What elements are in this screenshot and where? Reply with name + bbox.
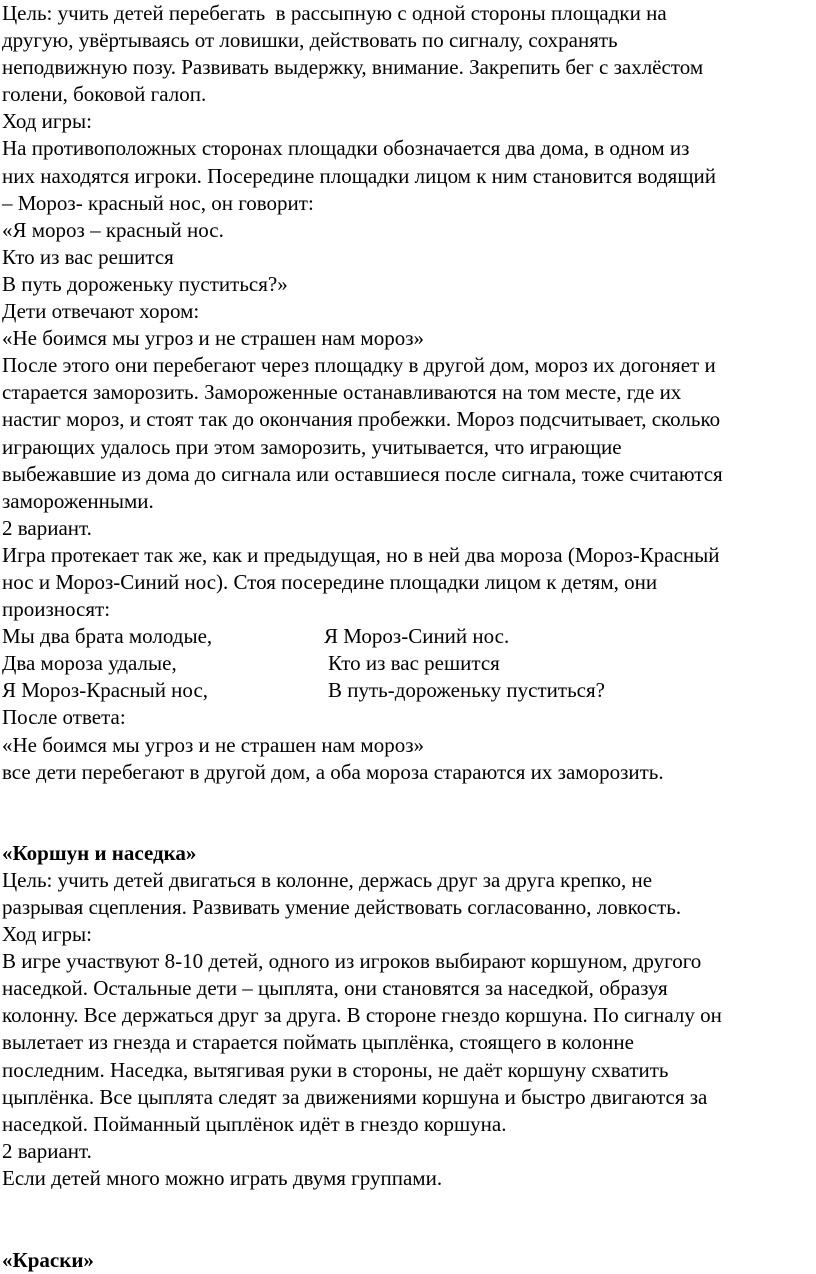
- text-line: Цель: учить детей двигаться в колонне, держась друг за друга крепко, не: [2, 867, 653, 892]
- moroz-variant-label: 2 вариант.: [2, 515, 92, 540]
- text-line: После этого они перебегают через площадку в другой дом, мороз их догоняет и: [2, 353, 716, 378]
- text-line: выбежавшие из дома до сигнала или оставшиеся после сигнала, тоже считаются: [2, 461, 723, 486]
- korshun-variant-label: 2 вариант.: [2, 1138, 92, 1163]
- text-line: – Мороз- красный нос, он говорит:: [2, 190, 314, 215]
- text-line: Кто из вас решится: [2, 244, 174, 269]
- text-line: В путь дороженьку пуститься?»: [2, 271, 288, 296]
- section-gap: [2, 1219, 812, 1247]
- text-line: разрывая сцепления. Развивать умение действовать согласованно, ловкость.: [2, 895, 682, 919]
- korshun-variant: [2, 1165, 812, 1192]
- blank-line: [2, 786, 812, 813]
- poem-left-line: Два мороза удалые,: [2, 651, 177, 676]
- moroz-course: [2, 135, 812, 514]
- text-line: цыплёнка. Все цыплята следят за движениями коршуна и быстро двигаются за: [2, 1084, 708, 1109]
- text-line: все дети перебегают в другой дом, а оба мороза стараются их заморозить.: [2, 759, 664, 784]
- text-line: наседкой. Пойманный цыплёнок идёт в гнездо коршуна.: [2, 1111, 507, 1136]
- text-line: нос и Мороз-Синий нос). Стоя посередине площадки лицом к детям, они: [2, 569, 658, 594]
- text-line: играющих удалось при этом заморозить, учитывается, что играющие: [2, 434, 622, 459]
- text-line: другую, увёртываясь от ловишки, действовать по сигналу, сохранять: [2, 28, 618, 53]
- text-line: колонну. Все держаться друг за друга. В стороне гнездо коршуна. По сигналу он: [2, 1003, 722, 1028]
- text-line: В игре участвуют 8-10 детей, одного из игроков выбирают коршуном, другого: [2, 949, 702, 974]
- text-line: последним. Наседка, вытягивая руки в стороны, не даёт коршуну схватить: [2, 1057, 669, 1082]
- blank-line: [2, 1192, 812, 1219]
- text-line: неподвижную позу. Развивать выдержку, внимание. Закрепить бег с захлёстом: [2, 55, 704, 80]
- text-line: них находятся игроки. Посередине площадки лицом к ним становится водящий: [2, 163, 716, 188]
- moroz-goal: [2, 0, 812, 108]
- text-line: «Не боимся мы угроз и не страшен нам мороз»: [2, 732, 425, 757]
- text-line: замороженными.: [2, 488, 154, 513]
- moroz-course-label: Ход игры:: [2, 109, 92, 134]
- korshun-goal: [2, 867, 812, 921]
- text-line: настиг мороз, и стоят так до окончания пробежки. Мороз подсчитывает, сколько: [2, 407, 721, 432]
- poem-row: [2, 677, 812, 704]
- kraski-title: «Краски»: [2, 1248, 94, 1273]
- text-line: После ответа:: [2, 705, 126, 730]
- poem-right-line: В путь-дороженьку пуститься?: [328, 678, 605, 703]
- section-gap: [2, 813, 812, 840]
- moroz-poem: [2, 623, 812, 704]
- korshun-course: [2, 948, 812, 1138]
- korshun-course-label: Ход игры:: [2, 922, 92, 947]
- text-line: произносят:: [2, 597, 111, 622]
- poem-left-line: Я Мороз-Красный нос,: [2, 678, 209, 703]
- poem-row: [2, 623, 812, 650]
- text-line: Цель: учить детей перебегать в рассыпную с одной стороны площадки на: [2, 1, 667, 25]
- moroz-variant: [2, 542, 812, 623]
- text-line: голени, боковой галоп.: [2, 82, 207, 107]
- text-line: Дети отвечают хором:: [2, 299, 200, 324]
- poem-right-line: Кто из вас решится: [328, 651, 500, 676]
- moroz-after: [2, 704, 812, 785]
- text-line: На противоположных сторонах площадки обозначается два дома, в одном из: [2, 136, 690, 161]
- korshun-title: «Коршун и наседка»: [2, 840, 197, 865]
- poem-row: [2, 650, 812, 677]
- text-line: «Я мороз – красный нос.: [2, 217, 224, 242]
- text-line: «Не боимся мы угроз и не страшен нам мороз»: [2, 326, 425, 351]
- poem-left-line: Мы два брата молодые,: [2, 624, 213, 649]
- text-line: старается заморозить. Замороженные останавливаются на том месте, где их: [2, 380, 682, 405]
- text-line: вылетает из гнезда и старается поймать цыплёнка, стоящего в колонне: [2, 1030, 634, 1055]
- text-line: наседкой. Остальные дети – цыплята, они становятся за наседкой, образуя: [2, 976, 668, 1001]
- text-line: Если детей много можно играть двумя группами.: [2, 1165, 443, 1190]
- text-line: Игра протекает так же, как и предыдущая, но в ней два мороза (Мороз-Красный: [2, 542, 720, 567]
- poem-right-line: Я Мороз-Синий нос.: [324, 624, 510, 649]
